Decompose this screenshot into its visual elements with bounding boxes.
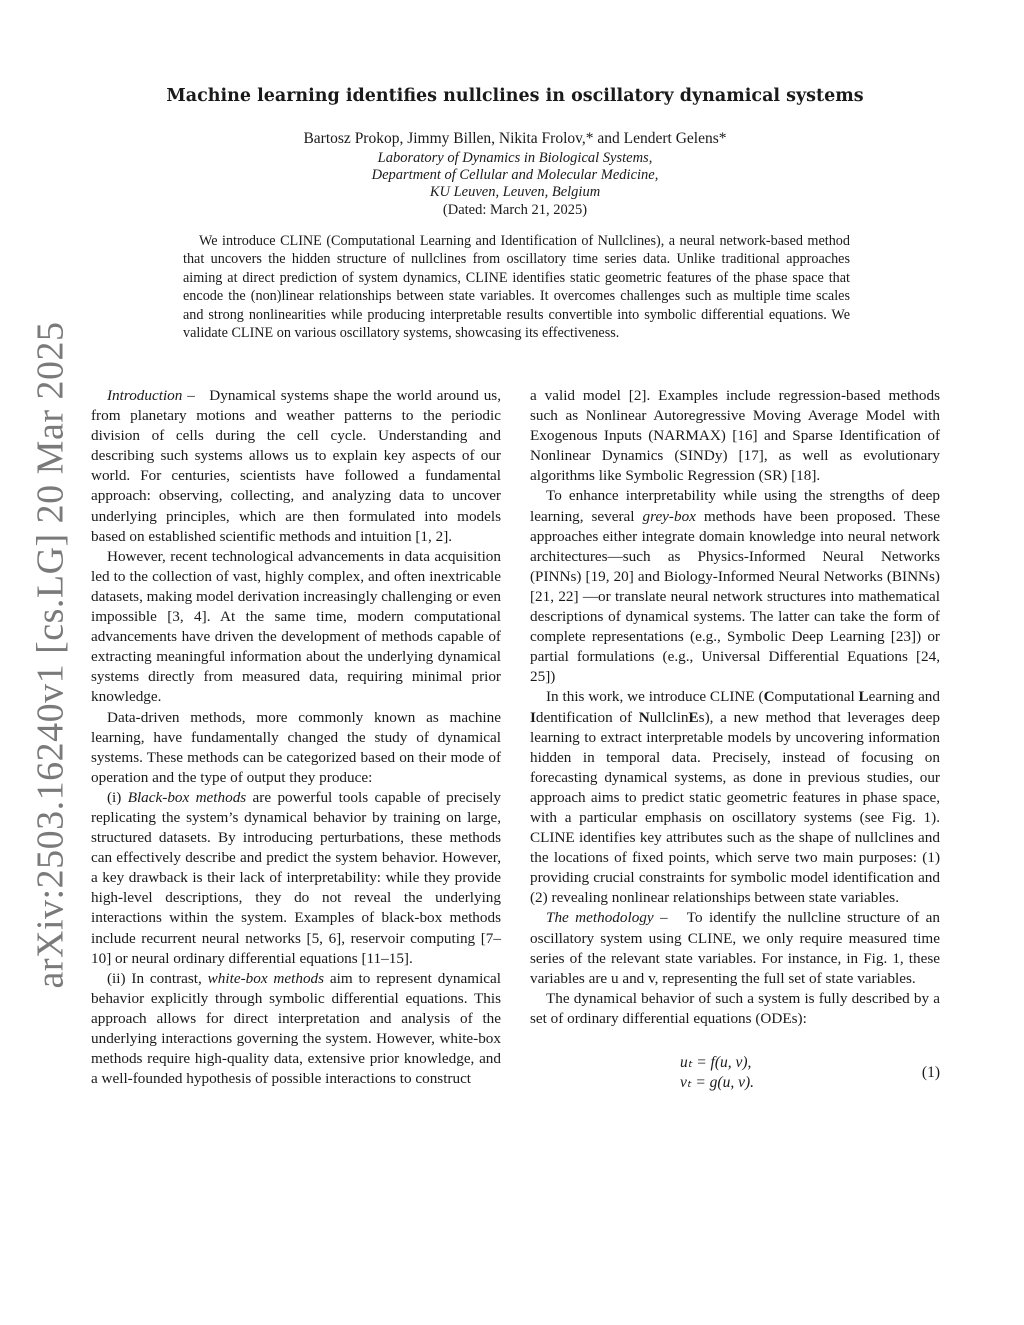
intro-paragraph-5 bbox=[91, 969, 501, 1090]
section-lead-introduction: Introduction – bbox=[107, 387, 195, 404]
acronym-letter: L bbox=[858, 688, 869, 706]
acronym-letter: E bbox=[688, 708, 699, 726]
acronym-letter: I bbox=[530, 708, 536, 726]
equation-line-u: uₜ = f(u, v), bbox=[680, 1054, 752, 1071]
right-paragraph-4 bbox=[530, 908, 940, 988]
acronym-rest: omputational bbox=[774, 688, 859, 706]
acronym-letter: C bbox=[763, 688, 775, 706]
acronym-rest: earning and bbox=[868, 688, 940, 706]
affiliation-line-2: Department of Cellular and Molecular Medicine, bbox=[371, 167, 659, 183]
paragraph-text: However, recent technological advancements in data acquisition led to the collection of vast, highly complex, and often inextricable datasets, making model derivation increasingly challenging or even impossible [3, 4]. At the same time, modern computational advancements have driven the development of methods capable of extracting meaningful information about the underlying dynamical systems directly from measured data, requiring minimal prior knowledge. bbox=[91, 547, 501, 706]
right-column bbox=[530, 386, 940, 1097]
affiliation-line-1: Laboratory of Dynamics in Biological Systems, bbox=[377, 150, 653, 166]
paragraph-prefix: To enhance interpretability while using the strengths of deep learning, several bbox=[530, 487, 940, 525]
equation-1 bbox=[530, 1053, 940, 1097]
intro-paragraph-2 bbox=[91, 547, 501, 708]
right-paragraph-5 bbox=[530, 989, 940, 1029]
abstract: We introduce CLINE (Computational Learning and Identification of Nullclines), a neural network-based method that uncovers the hidden structure of nullclines from oscillatory time series data. Unlike traditional approaches aiming at direct prediction of system dynamics, CLINE identifies static geometric features of the phase space that encode the (non)linear relationships between state variables. It overcomes challenges such as multiple time scales and strong nonlinearities while producing interpretable results convertible into symbolic differential equations. We validate CLINE on various oscillatory systems, showcasing its effectiveness. bbox=[183, 233, 850, 342]
right-paragraph-3 bbox=[530, 687, 940, 908]
acronym-rest: s bbox=[698, 708, 705, 726]
paper-title: Machine learning identifies nullclines in oscillatory dynamical systems bbox=[166, 86, 864, 106]
term-white-box: white-box methods bbox=[207, 969, 325, 987]
arxiv-side-stamp bbox=[28, 321, 72, 989]
affiliation-line-3: KU Leuven, Leuven, Belgium bbox=[429, 184, 601, 200]
author-list: Bartosz Prokop, Jimmy Billen, Nikita Frolov,* and Lendert Gelens* bbox=[303, 130, 727, 147]
intro-paragraph-1 bbox=[91, 386, 501, 547]
paragraph-prefix: (i) bbox=[107, 788, 128, 806]
acronym-rest: dentification of bbox=[535, 708, 639, 726]
left-column bbox=[91, 386, 501, 1089]
paragraph-text: To identify the nullcline structure of an oscillatory system using CLINE, we only require measured time series of the relevant state variables. For instance, in Fig. 1, these variables are u and v, representing the full set of state variables. bbox=[530, 909, 940, 987]
paragraph-text: Dynamical systems shape the world around us, from planetary motions and weather patterns to the periodic division of cells during the cell cycle. Understanding and describing such systems allows us to explain key aspects of our world. For centuries, scientists have followed a fundamental approach: observing, collecting, and analyzing data to uncover underlying principles, which are then formulated into models based on established scientific methods and intuition [1, 2]. bbox=[91, 387, 502, 545]
equation-number: (1) bbox=[921, 1064, 940, 1081]
arxiv-identifier: arXiv:2503.16240v1 [cs.LG] 20 Mar 2025 bbox=[29, 321, 72, 989]
paragraph-text: aim to represent dynamical behavior explicitly through symbolic differential equations. This approach allows for direct interpretation and analysis of the underlying interactions governing the system. However, white-box methods require high-quality data, extensive prior knowledge, and a well-founded hypothesis of possible interactions to construct bbox=[91, 969, 501, 1088]
acronym-rest: ullclin bbox=[649, 708, 689, 726]
intro-paragraph-3 bbox=[91, 708, 501, 788]
paragraph-prefix: (ii) In contrast, bbox=[107, 969, 208, 987]
section-lead-methodology: The methodology – bbox=[546, 909, 668, 927]
paragraph-text: are powerful tools capable of precisely replicating the system’s dynamical behavior by training on large, structured datasets. By introducing perturbations, these methods can effectively describe and predict the system behavior. However, a key drawback is their lack of interpretability: while they provide high-level descriptions, they do not reveal the underlying interactions within the system. Examples of black-box methods include recurrent neural networks [5, 6], reservoir computing [7–10] or neural ordinary differential equations [11–15]. bbox=[91, 788, 501, 967]
paragraph-prefix: In this work, we introduce CLINE ( bbox=[546, 688, 764, 706]
intro-paragraph-4 bbox=[91, 788, 501, 969]
paragraph-text: The dynamical behavior of such a system is fully described by a set of ordinary differential equations (ODEs): bbox=[530, 989, 940, 1027]
paragraph-text: methods have been proposed. These approaches either integrate domain knowledge into neural network architectures—such as Physics-Informed Neural Networks (PINNs) [19, 20] and Biology-Informed Neural Networks (BINNs) [21, 22] —or translate neural network structures into mathematical descriptions of dynamical systems. The latter can take the form of complete representations (e.g., Symbolic Deep Learning [23]) or partial formulations (e.g., Universal Differential Equations [24, 25]) bbox=[530, 507, 940, 686]
paragraph-text: a valid model [2]. Examples include regression-based methods such as Nonlinear Autoregressive Moving Average Model with Exogenous Inputs (NARMAX) [16] and Sparse Identification of Nonlinear Dynamics (SINDy) [17], as well as evolutionary algorithms like Symbolic Regression (SR) [18]. bbox=[530, 387, 940, 485]
equation-lines bbox=[680, 1053, 754, 1093]
right-paragraph-1 bbox=[530, 386, 940, 486]
acronym-letter: N bbox=[638, 708, 650, 726]
dated-line: (Dated: March 21, 2025) bbox=[442, 202, 588, 218]
term-grey-box: grey-box bbox=[642, 507, 696, 525]
paragraph-text: Data-driven methods, more commonly known as machine learning, have fundamentally changed the study of dynamical systems. These methods can be categorized based on their mode of operation and the type of output they produce: bbox=[91, 708, 501, 786]
term-black-box: Black-box methods bbox=[127, 788, 247, 806]
right-paragraph-2 bbox=[530, 486, 940, 687]
paragraph-text: ), a new method that leverages deep learning to extract interpretable models by uncovering information hidden in temporal data. Precisely, instead of focusing on forecasting dynamical systems, as done in previous studies, our approach aims to predict static geometric features in phase space, with a particular emphasis on oscillatory systems (see Fig. 1). CLINE identifies key attributes such as the shape of nullclines and the locations of fixed points, which serve two main purposes: (1) providing crucial constraints for symbolic model identification and (2) revealing nonlinear relationships between state variables. bbox=[530, 708, 940, 907]
equation-line-v: vₜ = g(u, v). bbox=[680, 1074, 754, 1091]
